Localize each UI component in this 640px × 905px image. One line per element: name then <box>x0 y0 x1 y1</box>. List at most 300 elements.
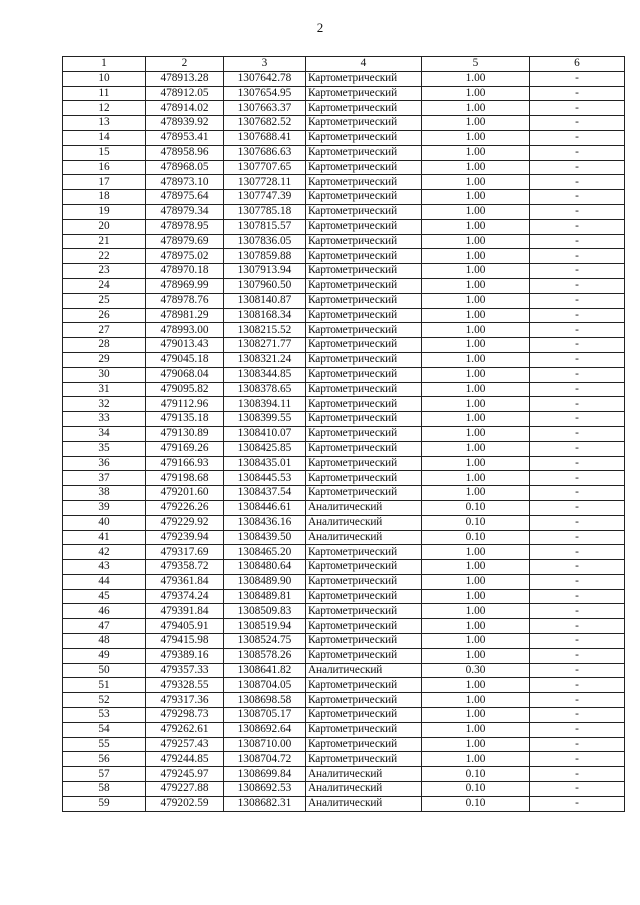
y-coordinate-cell: 1308710.00 <box>224 737 306 752</box>
y-coordinate-cell: 1308378.65 <box>224 382 306 397</box>
y-coordinate-cell: 1308489.81 <box>224 589 306 604</box>
x-coordinate-cell: 479130.89 <box>146 426 224 441</box>
method-cell: Картометрический <box>306 352 422 367</box>
point-number-cell: 18 <box>63 190 146 205</box>
note-cell: - <box>530 382 625 397</box>
point-number-cell: 35 <box>63 441 146 456</box>
accuracy-cell: 1.00 <box>422 278 530 293</box>
accuracy-cell: 0.10 <box>422 530 530 545</box>
x-coordinate-cell: 479198.68 <box>146 471 224 486</box>
point-number-cell: 50 <box>63 663 146 678</box>
accuracy-cell: 1.00 <box>422 456 530 471</box>
note-cell: - <box>530 486 625 501</box>
point-number-cell: 21 <box>63 234 146 249</box>
y-coordinate-cell: 1308682.31 <box>224 796 306 811</box>
method-cell: Аналитический <box>306 782 422 797</box>
x-coordinate-cell: 478958.96 <box>146 145 224 160</box>
method-cell: Картометрический <box>306 175 422 190</box>
note-cell: - <box>530 145 625 160</box>
x-coordinate-cell: 479166.93 <box>146 456 224 471</box>
point-number-cell: 26 <box>63 308 146 323</box>
accuracy-cell: 1.00 <box>422 160 530 175</box>
point-number-cell: 12 <box>63 101 146 116</box>
table-row <box>63 352 625 367</box>
y-coordinate-cell: 1307728.11 <box>224 175 306 190</box>
y-coordinate-cell: 1307654.95 <box>224 86 306 101</box>
method-cell: Картометрический <box>306 619 422 634</box>
accuracy-cell: 0.10 <box>422 796 530 811</box>
point-number-cell: 29 <box>63 352 146 367</box>
note-cell: - <box>530 441 625 456</box>
x-coordinate-cell: 478979.34 <box>146 204 224 219</box>
table-row <box>63 530 625 545</box>
table-row <box>63 648 625 663</box>
y-coordinate-cell: 1307688.41 <box>224 130 306 145</box>
accuracy-cell: 1.00 <box>422 574 530 589</box>
y-coordinate-cell: 1308698.58 <box>224 693 306 708</box>
x-coordinate-cell: 479229.92 <box>146 515 224 530</box>
method-cell: Картометрический <box>306 693 422 708</box>
note-cell: - <box>530 782 625 797</box>
table-row <box>63 190 625 205</box>
accuracy-cell: 1.00 <box>422 589 530 604</box>
table-row <box>63 278 625 293</box>
method-cell: Аналитический <box>306 663 422 678</box>
y-coordinate-cell: 1308168.34 <box>224 308 306 323</box>
point-number-cell: 43 <box>63 560 146 575</box>
table-row <box>63 338 625 353</box>
method-cell: Картометрический <box>306 752 422 767</box>
table-row <box>63 619 625 634</box>
table-row <box>63 545 625 560</box>
x-coordinate-cell: 479135.18 <box>146 412 224 427</box>
table-row <box>63 589 625 604</box>
x-coordinate-cell: 479112.96 <box>146 397 224 412</box>
table-row <box>63 634 625 649</box>
y-coordinate-cell: 1307836.05 <box>224 234 306 249</box>
method-cell: Аналитический <box>306 767 422 782</box>
accuracy-cell: 1.00 <box>422 382 530 397</box>
method-cell: Картометрический <box>306 574 422 589</box>
method-cell: Картометрический <box>306 116 422 131</box>
accuracy-cell: 0.10 <box>422 782 530 797</box>
accuracy-cell: 1.00 <box>422 737 530 752</box>
y-coordinate-cell: 1308215.52 <box>224 323 306 338</box>
table-row <box>63 471 625 486</box>
y-coordinate-cell: 1308489.90 <box>224 574 306 589</box>
y-coordinate-cell: 1308445.53 <box>224 471 306 486</box>
accuracy-cell: 1.00 <box>422 367 530 382</box>
x-coordinate-cell: 479202.59 <box>146 796 224 811</box>
accuracy-cell: 1.00 <box>422 693 530 708</box>
note-cell: - <box>530 175 625 190</box>
method-cell: Картометрический <box>306 708 422 723</box>
x-coordinate-cell: 479169.26 <box>146 441 224 456</box>
point-number-cell: 52 <box>63 693 146 708</box>
accuracy-cell: 1.00 <box>422 145 530 160</box>
accuracy-cell: 1.00 <box>422 486 530 501</box>
accuracy-cell: 0.30 <box>422 663 530 678</box>
accuracy-cell: 0.10 <box>422 515 530 530</box>
y-coordinate-cell: 1307682.52 <box>224 116 306 131</box>
accuracy-cell: 1.00 <box>422 678 530 693</box>
header-row <box>63 57 625 72</box>
point-number-cell: 34 <box>63 426 146 441</box>
y-coordinate-cell: 1308704.72 <box>224 752 306 767</box>
method-cell: Картометрический <box>306 412 422 427</box>
x-coordinate-cell: 478970.18 <box>146 264 224 279</box>
method-cell: Картометрический <box>306 367 422 382</box>
method-cell: Картометрический <box>306 86 422 101</box>
accuracy-cell: 1.00 <box>422 190 530 205</box>
accuracy-cell: 1.00 <box>422 219 530 234</box>
x-coordinate-cell: 479357.33 <box>146 663 224 678</box>
accuracy-cell: 1.00 <box>422 86 530 101</box>
accuracy-cell: 1.00 <box>422 71 530 86</box>
accuracy-cell: 1.00 <box>422 116 530 131</box>
y-coordinate-cell: 1307663.37 <box>224 101 306 116</box>
table-row <box>63 116 625 131</box>
y-coordinate-cell: 1308140.87 <box>224 293 306 308</box>
method-cell: Картометрический <box>306 293 422 308</box>
note-cell: - <box>530 323 625 338</box>
note-cell: - <box>530 545 625 560</box>
x-coordinate-cell: 478975.02 <box>146 249 224 264</box>
x-coordinate-cell: 479095.82 <box>146 382 224 397</box>
point-number-cell: 24 <box>63 278 146 293</box>
note-cell: - <box>530 308 625 323</box>
note-cell: - <box>530 264 625 279</box>
method-cell: Картометрический <box>306 338 422 353</box>
x-coordinate-cell: 478978.95 <box>146 219 224 234</box>
table-row <box>63 486 625 501</box>
accuracy-cell: 1.00 <box>422 234 530 249</box>
method-cell: Картометрический <box>306 204 422 219</box>
y-coordinate-cell: 1308435.01 <box>224 456 306 471</box>
accuracy-cell: 0.10 <box>422 500 530 515</box>
accuracy-cell: 1.00 <box>422 619 530 634</box>
table-row <box>63 308 625 323</box>
note-cell: - <box>530 752 625 767</box>
table-row <box>63 249 625 264</box>
table-row <box>63 234 625 249</box>
note-cell: - <box>530 249 625 264</box>
note-cell: - <box>530 693 625 708</box>
note-cell: - <box>530 204 625 219</box>
method-cell: Картометрический <box>306 264 422 279</box>
note-cell: - <box>530 634 625 649</box>
method-cell: Картометрический <box>306 190 422 205</box>
table-row <box>63 426 625 441</box>
table-row <box>63 101 625 116</box>
accuracy-cell: 1.00 <box>422 204 530 219</box>
y-coordinate-cell: 1308705.17 <box>224 708 306 723</box>
y-coordinate-cell: 1307960.50 <box>224 278 306 293</box>
note-cell: - <box>530 367 625 382</box>
note-cell: - <box>530 338 625 353</box>
y-coordinate-cell: 1308439.50 <box>224 530 306 545</box>
x-coordinate-cell: 478978.76 <box>146 293 224 308</box>
method-cell: Картометрический <box>306 678 422 693</box>
point-number-cell: 41 <box>63 530 146 545</box>
x-coordinate-cell: 479391.84 <box>146 604 224 619</box>
x-coordinate-cell: 479405.91 <box>146 619 224 634</box>
table-row <box>63 323 625 338</box>
method-cell: Картометрический <box>306 722 422 737</box>
method-cell: Картометрический <box>306 589 422 604</box>
table-row <box>63 456 625 471</box>
accuracy-cell: 1.00 <box>422 441 530 456</box>
point-number-cell: 38 <box>63 486 146 501</box>
method-cell: Картометрический <box>306 160 422 175</box>
table-row <box>63 412 625 427</box>
table-row <box>63 752 625 767</box>
x-coordinate-cell: 479245.97 <box>146 767 224 782</box>
x-coordinate-cell: 478914.02 <box>146 101 224 116</box>
point-number-cell: 53 <box>63 708 146 723</box>
x-coordinate-cell: 479239.94 <box>146 530 224 545</box>
header-cell: 2 <box>146 57 224 72</box>
note-cell: - <box>530 530 625 545</box>
accuracy-cell: 1.00 <box>422 264 530 279</box>
y-coordinate-cell: 1308410.07 <box>224 426 306 441</box>
accuracy-cell: 1.00 <box>422 648 530 663</box>
note-cell: - <box>530 456 625 471</box>
note-cell: - <box>530 678 625 693</box>
note-cell: - <box>530 589 625 604</box>
coordinates-table <box>62 56 625 812</box>
table-row <box>63 175 625 190</box>
note-cell: - <box>530 619 625 634</box>
y-coordinate-cell: 1308641.82 <box>224 663 306 678</box>
method-cell: Картометрический <box>306 648 422 663</box>
table-row <box>63 663 625 678</box>
table-row <box>63 574 625 589</box>
note-cell: - <box>530 500 625 515</box>
header-cell: 4 <box>306 57 422 72</box>
note-cell: - <box>530 130 625 145</box>
note-cell: - <box>530 234 625 249</box>
point-number-cell: 39 <box>63 500 146 515</box>
y-coordinate-cell: 1307642.78 <box>224 71 306 86</box>
x-coordinate-cell: 478973.10 <box>146 175 224 190</box>
x-coordinate-cell: 478913.28 <box>146 71 224 86</box>
x-coordinate-cell: 479244.85 <box>146 752 224 767</box>
x-coordinate-cell: 478939.92 <box>146 116 224 131</box>
method-cell: Картометрический <box>306 323 422 338</box>
method-cell: Аналитический <box>306 500 422 515</box>
table-row <box>63 767 625 782</box>
method-cell: Картометрический <box>306 441 422 456</box>
table-row <box>63 367 625 382</box>
table-row <box>63 782 625 797</box>
accuracy-cell: 1.00 <box>422 308 530 323</box>
accuracy-cell: 1.00 <box>422 412 530 427</box>
note-cell: - <box>530 722 625 737</box>
accuracy-cell: 1.00 <box>422 722 530 737</box>
method-cell: Картометрический <box>306 471 422 486</box>
method-cell: Картометрический <box>306 308 422 323</box>
x-coordinate-cell: 478981.29 <box>146 308 224 323</box>
table-row <box>63 293 625 308</box>
note-cell: - <box>530 190 625 205</box>
table-row <box>63 145 625 160</box>
point-number-cell: 44 <box>63 574 146 589</box>
method-cell: Картометрический <box>306 145 422 160</box>
method-cell: Картометрический <box>306 130 422 145</box>
accuracy-cell: 1.00 <box>422 130 530 145</box>
method-cell: Картометрический <box>306 456 422 471</box>
method-cell: Аналитический <box>306 515 422 530</box>
accuracy-cell: 1.00 <box>422 397 530 412</box>
accuracy-cell: 1.00 <box>422 101 530 116</box>
point-number-cell: 23 <box>63 264 146 279</box>
x-coordinate-cell: 479317.69 <box>146 545 224 560</box>
note-cell: - <box>530 737 625 752</box>
y-coordinate-cell: 1307686.63 <box>224 145 306 160</box>
table-row <box>63 708 625 723</box>
point-number-cell: 11 <box>63 86 146 101</box>
point-number-cell: 19 <box>63 204 146 219</box>
table-row <box>63 397 625 412</box>
point-number-cell: 40 <box>63 515 146 530</box>
x-coordinate-cell: 479262.61 <box>146 722 224 737</box>
x-coordinate-cell: 479257.43 <box>146 737 224 752</box>
header-cell: 5 <box>422 57 530 72</box>
accuracy-cell: 1.00 <box>422 352 530 367</box>
note-cell: - <box>530 219 625 234</box>
point-number-cell: 17 <box>63 175 146 190</box>
note-cell: - <box>530 278 625 293</box>
note-cell: - <box>530 574 625 589</box>
note-cell: - <box>530 648 625 663</box>
point-number-cell: 45 <box>63 589 146 604</box>
y-coordinate-cell: 1307815.57 <box>224 219 306 234</box>
x-coordinate-cell: 479068.04 <box>146 367 224 382</box>
x-coordinate-cell: 478979.69 <box>146 234 224 249</box>
x-coordinate-cell: 479328.55 <box>146 678 224 693</box>
y-coordinate-cell: 1307785.18 <box>224 204 306 219</box>
header-cell: 1 <box>63 57 146 72</box>
method-cell: Картометрический <box>306 382 422 397</box>
y-coordinate-cell: 1308578.26 <box>224 648 306 663</box>
method-cell: Аналитический <box>306 796 422 811</box>
y-coordinate-cell: 1308692.64 <box>224 722 306 737</box>
accuracy-cell: 1.00 <box>422 323 530 338</box>
x-coordinate-cell: 478912.05 <box>146 86 224 101</box>
point-number-cell: 28 <box>63 338 146 353</box>
point-number-cell: 14 <box>63 130 146 145</box>
y-coordinate-cell: 1308704.05 <box>224 678 306 693</box>
point-number-cell: 57 <box>63 767 146 782</box>
point-number-cell: 36 <box>63 456 146 471</box>
table-row <box>63 796 625 811</box>
point-number-cell: 13 <box>63 116 146 131</box>
method-cell: Картометрический <box>306 604 422 619</box>
accuracy-cell: 1.00 <box>422 545 530 560</box>
x-coordinate-cell: 479358.72 <box>146 560 224 575</box>
method-cell: Картометрический <box>306 560 422 575</box>
note-cell: - <box>530 412 625 427</box>
y-coordinate-cell: 1308692.53 <box>224 782 306 797</box>
x-coordinate-cell: 479361.84 <box>146 574 224 589</box>
method-cell: Картометрический <box>306 397 422 412</box>
note-cell: - <box>530 708 625 723</box>
y-coordinate-cell: 1308519.94 <box>224 619 306 634</box>
method-cell: Картометрический <box>306 426 422 441</box>
table-row <box>63 737 625 752</box>
y-coordinate-cell: 1308344.85 <box>224 367 306 382</box>
note-cell: - <box>530 604 625 619</box>
x-coordinate-cell: 478953.41 <box>146 130 224 145</box>
table-row <box>63 441 625 456</box>
point-number-cell: 42 <box>63 545 146 560</box>
method-cell: Картометрический <box>306 737 422 752</box>
accuracy-cell: 1.00 <box>422 604 530 619</box>
point-number-cell: 31 <box>63 382 146 397</box>
note-cell: - <box>530 86 625 101</box>
y-coordinate-cell: 1308399.55 <box>224 412 306 427</box>
table-row <box>63 560 625 575</box>
y-coordinate-cell: 1308436.16 <box>224 515 306 530</box>
accuracy-cell: 0.10 <box>422 767 530 782</box>
x-coordinate-cell: 478975.64 <box>146 190 224 205</box>
y-coordinate-cell: 1308465.20 <box>224 545 306 560</box>
table-row <box>63 693 625 708</box>
y-coordinate-cell: 1307707.65 <box>224 160 306 175</box>
y-coordinate-cell: 1307859.88 <box>224 249 306 264</box>
method-cell: Картометрический <box>306 486 422 501</box>
accuracy-cell: 1.00 <box>422 338 530 353</box>
x-coordinate-cell: 478968.05 <box>146 160 224 175</box>
note-cell: - <box>530 515 625 530</box>
note-cell: - <box>530 293 625 308</box>
point-number-cell: 25 <box>63 293 146 308</box>
accuracy-cell: 1.00 <box>422 752 530 767</box>
y-coordinate-cell: 1308509.83 <box>224 604 306 619</box>
table-row <box>63 678 625 693</box>
point-number-cell: 30 <box>63 367 146 382</box>
point-number-cell: 51 <box>63 678 146 693</box>
table-row <box>63 515 625 530</box>
point-number-cell: 56 <box>63 752 146 767</box>
accuracy-cell: 1.00 <box>422 471 530 486</box>
x-coordinate-cell: 479226.26 <box>146 500 224 515</box>
y-coordinate-cell: 1308446.61 <box>224 500 306 515</box>
x-coordinate-cell: 479389.16 <box>146 648 224 663</box>
table-row <box>63 204 625 219</box>
point-number-cell: 37 <box>63 471 146 486</box>
accuracy-cell: 1.00 <box>422 426 530 441</box>
point-number-cell: 27 <box>63 323 146 338</box>
y-coordinate-cell: 1308321.24 <box>224 352 306 367</box>
method-cell: Картометрический <box>306 634 422 649</box>
method-cell: Картометрический <box>306 101 422 116</box>
table-row <box>63 219 625 234</box>
table-row <box>63 130 625 145</box>
note-cell: - <box>530 352 625 367</box>
note-cell: - <box>530 101 625 116</box>
table-row <box>63 500 625 515</box>
table-row <box>63 264 625 279</box>
x-coordinate-cell: 479415.98 <box>146 634 224 649</box>
point-number-cell: 59 <box>63 796 146 811</box>
y-coordinate-cell: 1308699.84 <box>224 767 306 782</box>
table-row <box>63 722 625 737</box>
point-number-cell: 58 <box>63 782 146 797</box>
point-number-cell: 20 <box>63 219 146 234</box>
header-cell: 6 <box>530 57 625 72</box>
